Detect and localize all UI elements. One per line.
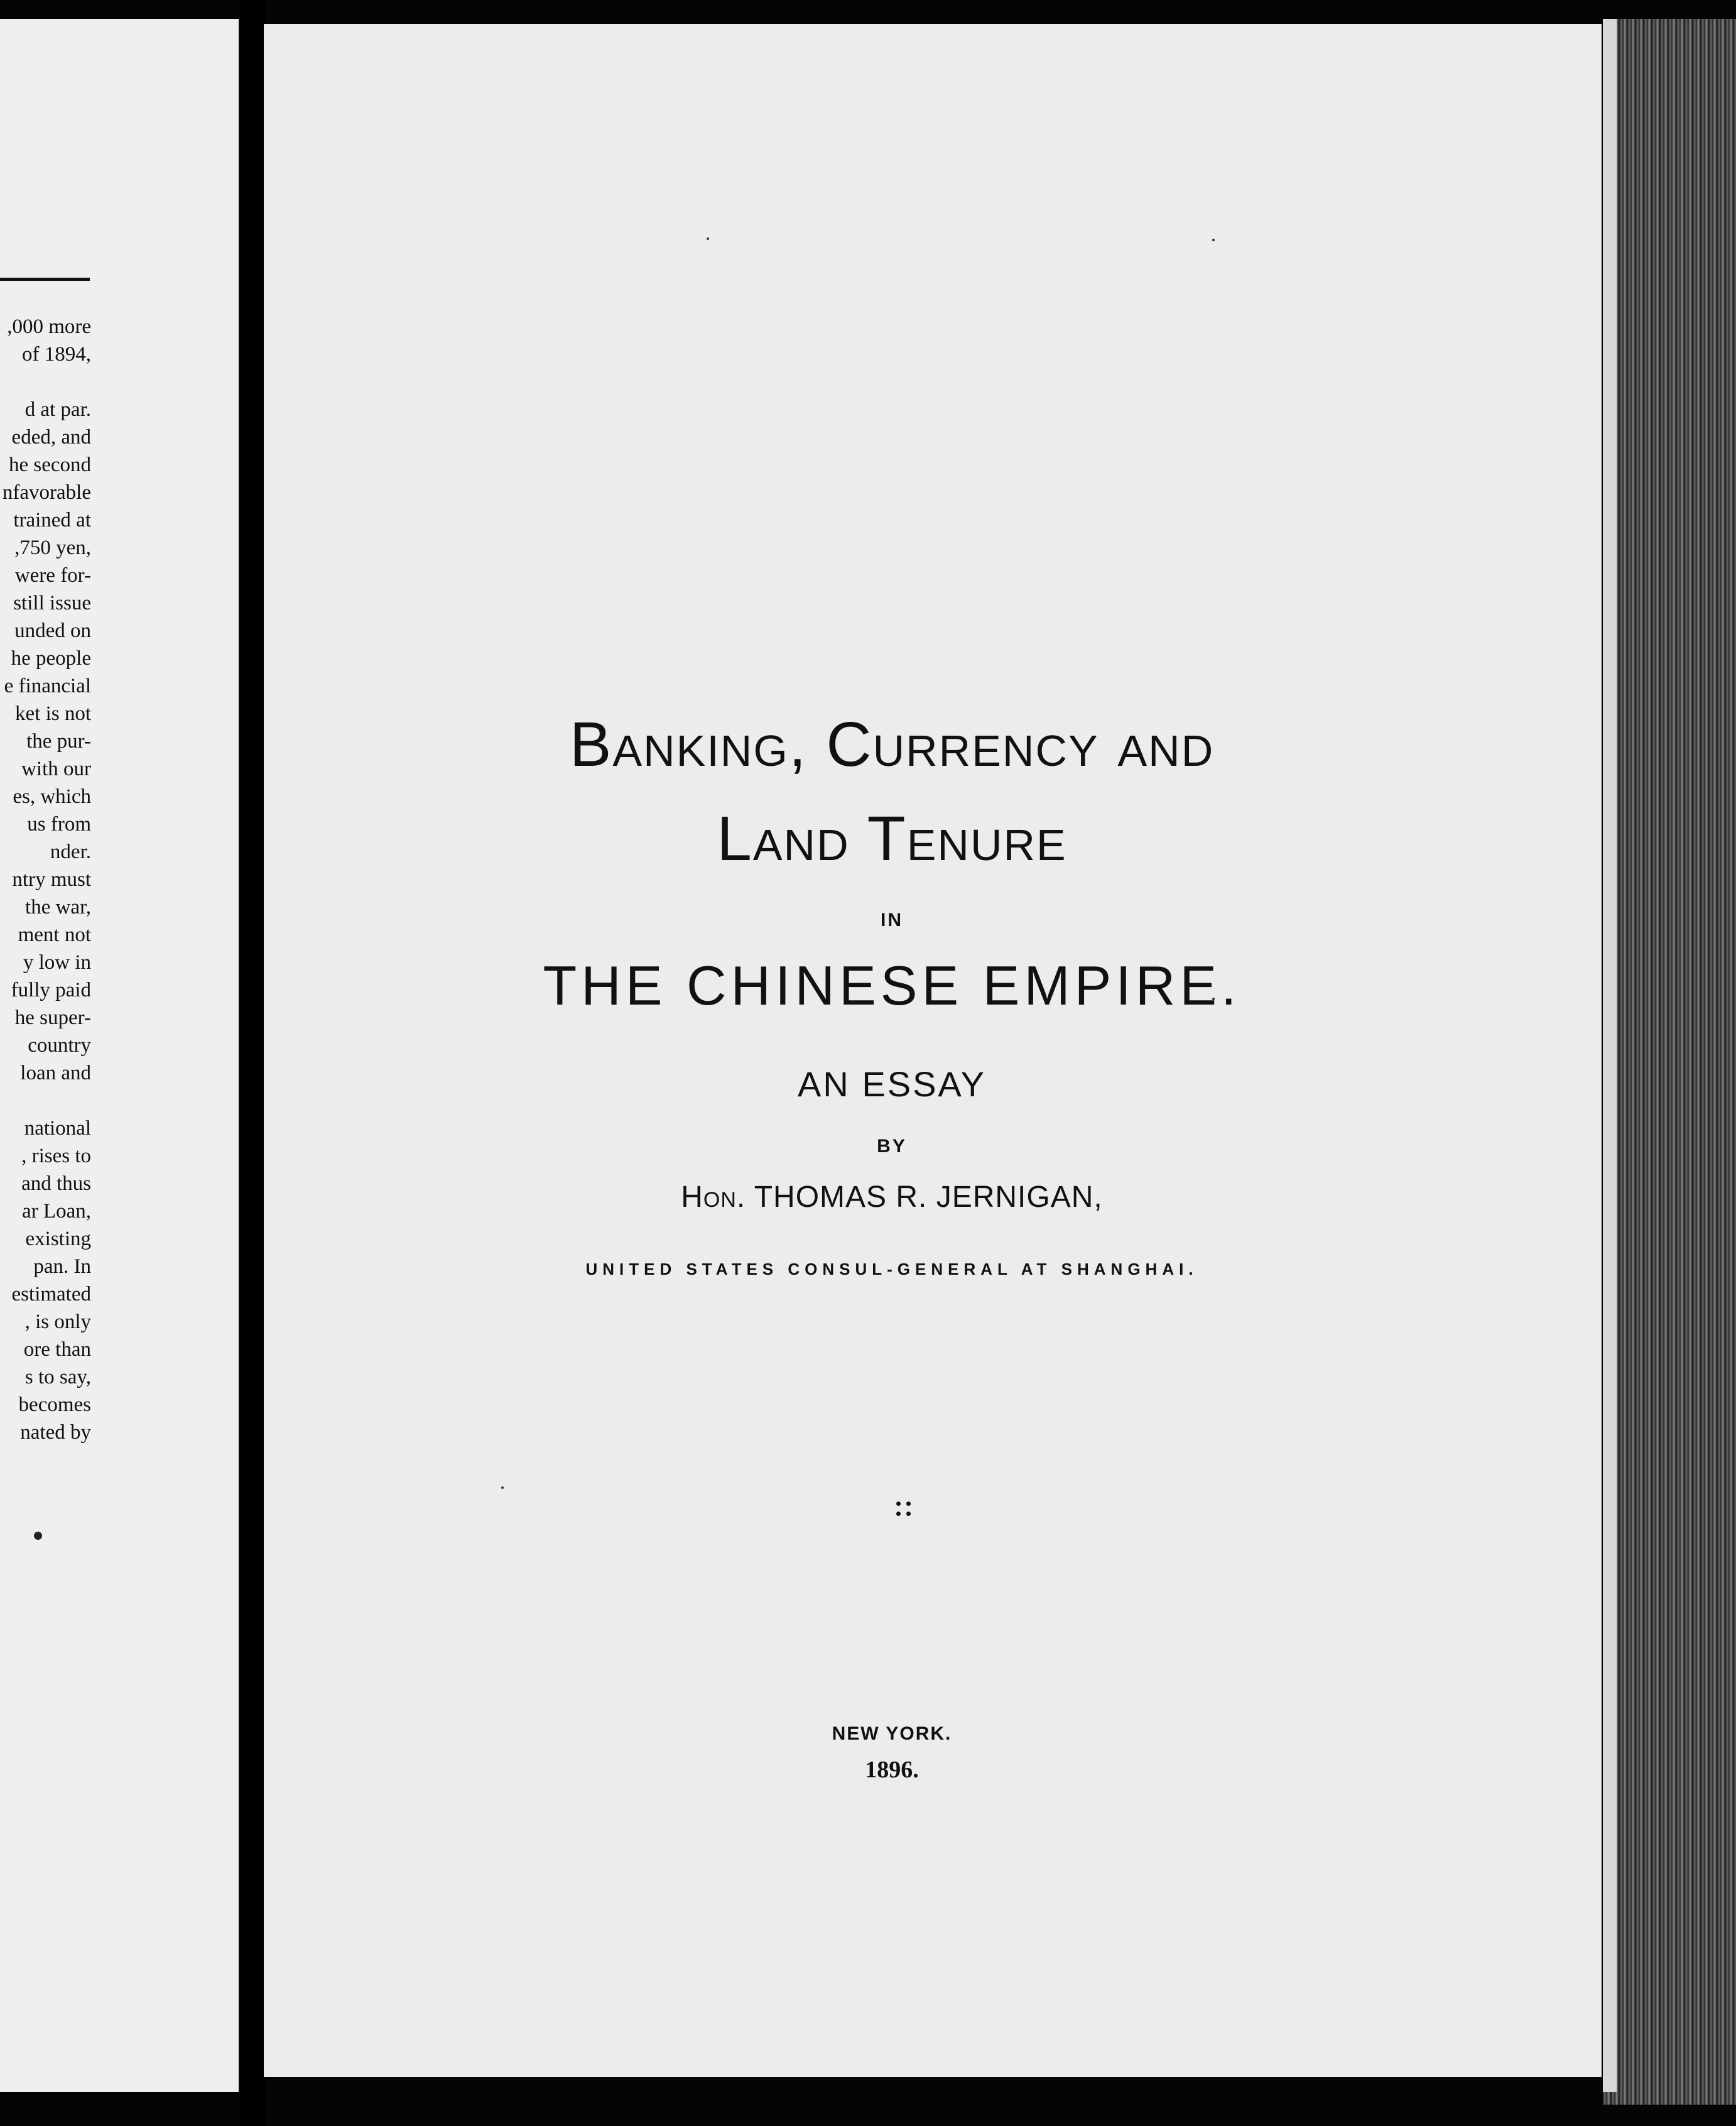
book-gutter [240,0,265,2126]
ink-speck [501,1486,504,1489]
text-line: fully paid [11,979,91,1001]
text-line: he super- [14,1006,91,1029]
text-line: country [28,1034,91,1057]
author-office: UNITED STATES CONSUL-GENERAL AT SHANGHAI. [585,1260,1198,1278]
ornament-dots [895,1500,920,1519]
text-line: becomes [18,1393,91,1416]
text-line: , rises to [21,1145,91,1167]
text-line: trained at [13,509,91,532]
text-line: pan. In [33,1255,91,1278]
text-line: estimated [11,1283,91,1306]
text-line: nder. [50,841,91,863]
text-line: with our [21,758,91,780]
text-line: ,000 more [7,315,91,338]
text-line: loan and [20,1062,91,1084]
title-line-2: Land Tenure [717,804,1067,874]
genre-line: AN ESSAY [798,1064,986,1104]
text-line: unded on [14,619,91,642]
title-line-1: Banking, Currency and [569,709,1215,780]
author-name: Hon. THOMAS R. JERNIGAN, [681,1180,1103,1214]
text-line: national [24,1117,91,1140]
text-line: ket is not [15,702,91,725]
text-line [0,1087,91,1115]
header-rule [0,278,90,281]
text-line: y low in [23,951,91,974]
text-line: ment not [18,924,91,946]
text-line: of 1894, [22,343,91,366]
text-line: e financial [4,675,91,697]
book-title [452,697,1332,886]
ink-speck [707,237,709,240]
text-line: ntry must [12,868,91,891]
text-line: d at par. [24,398,91,421]
text-line: still issue [13,592,91,614]
page-edges [1603,19,1736,2105]
text-line: ore than [23,1338,91,1361]
ink-speck [1212,239,1215,241]
text-line: es, which [13,785,91,808]
title-connector: IN [881,910,903,930]
imprint-year: 1896. [865,1757,919,1783]
text-line: he people [11,647,91,670]
byline-connector: BY [877,1136,907,1157]
text-line: ar Loan, [22,1200,91,1223]
text-line [0,368,91,396]
text-line: nated by [20,1421,91,1444]
text-line: s to say, [24,1366,91,1388]
imprint-place: NEW YORK. [832,1723,952,1744]
text-line: , is only [24,1311,91,1333]
text-line: nfavorable [2,481,91,504]
page-edge-highlight [1603,19,1617,2092]
text-line: the pur- [26,730,91,753]
title-subject: THE CHINESE EMPIRE. [543,954,1241,1017]
ink-spot [34,1532,42,1540]
text-line: he second [8,454,91,476]
text-line: the war, [25,896,91,919]
text-line: and thus [21,1172,91,1195]
text-line: us from [27,813,91,836]
previous-page [0,19,239,2092]
text-line: eded, and [11,426,91,449]
text-line: ,750 yen, [14,537,91,559]
text-line: existing [25,1228,91,1250]
text-line: were for- [14,564,91,587]
previous-page-text [0,313,91,1446]
